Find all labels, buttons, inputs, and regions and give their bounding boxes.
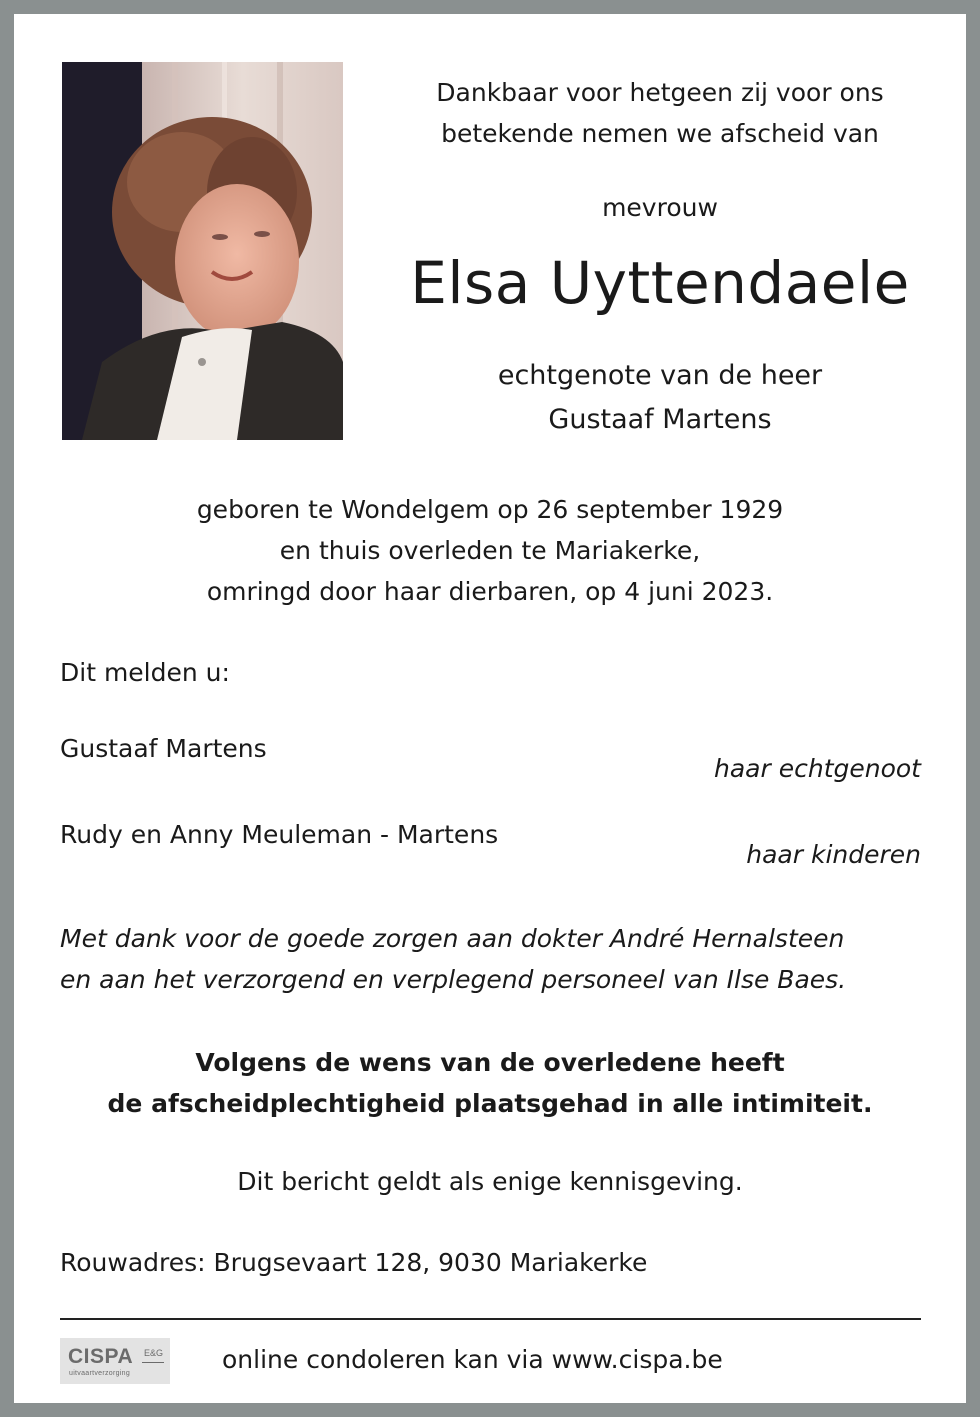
condolence-link[interactable]: online condoleren kan via www.cispa.be: [222, 1345, 723, 1374]
honorific: mevrouw: [602, 193, 718, 222]
logo-superscript: E&G: [144, 1348, 164, 1358]
intro-line-2: betekende nemen we afscheid van: [441, 119, 879, 148]
family-member-name: Gustaaf Martens: [60, 734, 267, 763]
logo-text: CISPA: [68, 1345, 134, 1368]
death-date-line: omringd door haar dierbaren, op 4 juni 2023.: [206, 577, 774, 606]
announce-heading: Dit melden u:: [60, 658, 230, 687]
portrait-photo: [62, 62, 343, 440]
mourning-address: Rouwadres: Brugsevaart 128, 9030 Mariakerke: [60, 1248, 648, 1277]
logo-subtitle: uitvaartverzorging: [69, 1370, 131, 1377]
spouse-line-1: echtgenote van de heer: [497, 360, 823, 391]
spouse-text: [390, 354, 930, 442]
family-member-name: Rudy en Anny Meuleman - Martens: [60, 820, 499, 849]
family-member-relation: haar kinderen: [746, 840, 921, 869]
funeral-wish: [40, 1042, 940, 1124]
deceased-name: Elsa Uyttendaele: [410, 249, 910, 317]
death-line: en thuis overleden te Mariakerke,: [279, 536, 701, 565]
family-member-relation: haar echtgenoot: [714, 754, 921, 783]
cispa-logo: [60, 1338, 170, 1384]
notice-text: Dit bericht geldt als enige kennisgeving.: [237, 1167, 743, 1196]
intro-line-1: Dankbaar voor hetgeen zij voor ons: [436, 78, 884, 107]
thanks-line-2: en aan het verzorgend en verplegend personeel van Ilse Baes.: [60, 965, 847, 994]
portrait-illustration: [62, 62, 343, 440]
logo-line: [142, 1362, 164, 1363]
thanks-text: [60, 918, 940, 1000]
birth-line: geboren te Wondelgem op 26 september 1929: [196, 495, 784, 524]
spouse-line-2: Gustaaf Martens: [548, 404, 772, 435]
thanks-line-1: Met dank voor de goede zorgen aan dokter André Hernalsteen: [60, 924, 845, 953]
life-dates: [40, 489, 940, 612]
intro-text: [390, 72, 930, 154]
footer-divider: [60, 1318, 921, 1320]
wish-line-1: Volgens de wens van de overledene heeft: [195, 1048, 785, 1077]
wish-line-2: de afscheidplechtigheid plaatsgehad in alle intimiteit.: [107, 1089, 873, 1118]
